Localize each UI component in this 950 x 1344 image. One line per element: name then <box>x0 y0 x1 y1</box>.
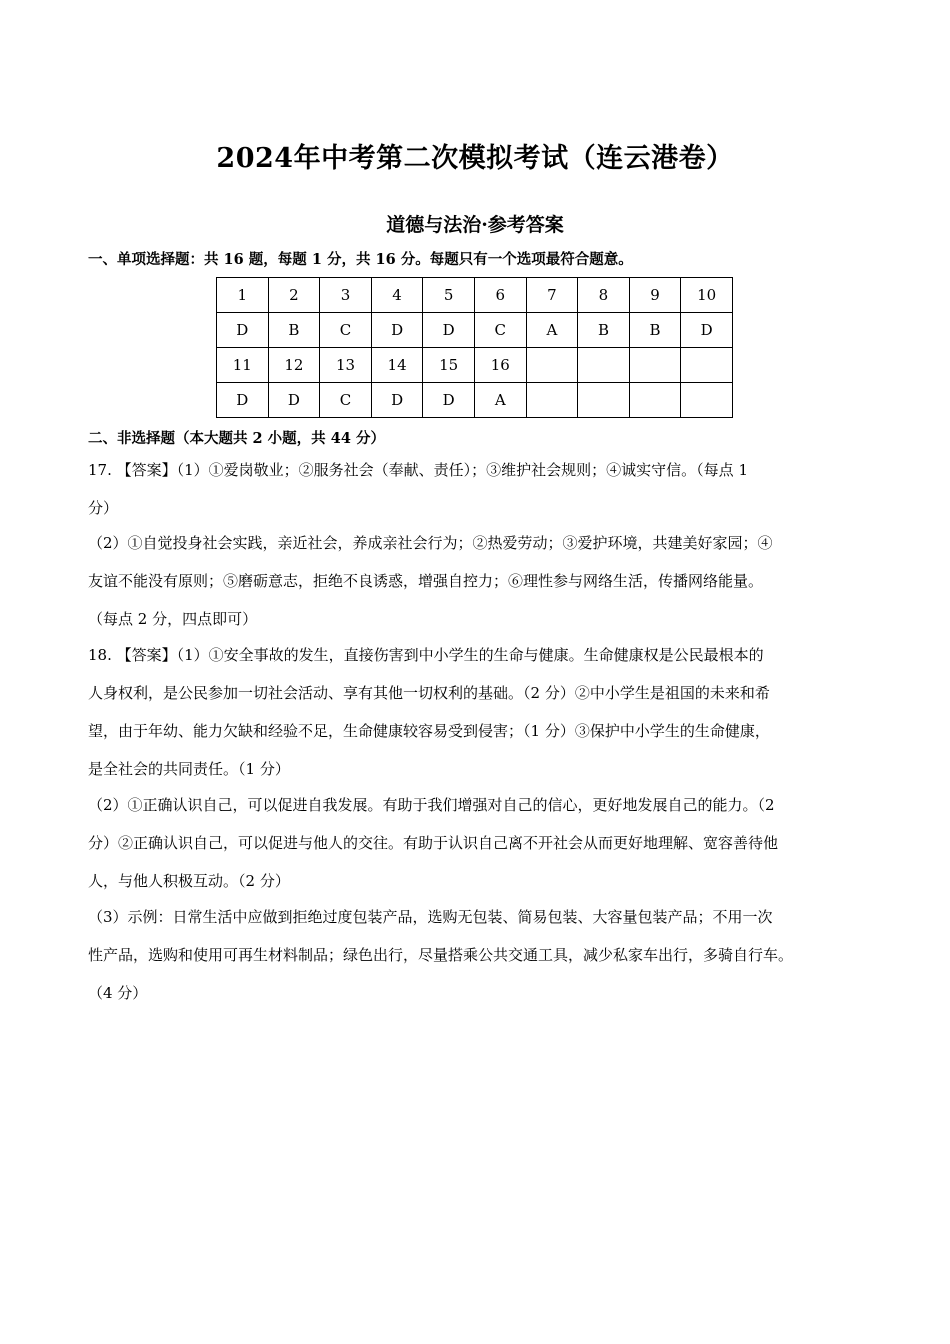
page-subtitle: 道德与法治·参考答案 <box>386 214 564 236</box>
answer-cell: B <box>629 313 681 348</box>
q18-part1-answer <box>88 636 878 788</box>
q18-part2-answer <box>88 786 878 900</box>
answer-cell: B <box>268 313 320 348</box>
question-number-cell: 11 <box>217 348 269 383</box>
text-line: 17. 【答案】（1）①爱岗敬业；②服务社会（奉献、责任）；③维护社会规则；④诚实守信。（每点 1 <box>88 461 748 479</box>
answer-cell: D <box>423 313 475 348</box>
question-number-cell: 2 <box>268 278 320 313</box>
question-number-cell: 3 <box>320 278 372 313</box>
text-line: 性产品，选购和使用可再生材料制品；绿色出行，尽量搭乘公共交通工具，减少私家车出行，多骑自行车。 <box>88 946 794 964</box>
answer-cell: D <box>217 383 269 418</box>
answer-cell: A <box>474 383 526 418</box>
text-line: （3）示例：日常生活中应做到拒绝过度包装产品，选购无包装、简易包装、大容量包装产品；不用一次 <box>88 908 773 926</box>
question-number-cell: 10 <box>681 278 733 313</box>
answer-cell <box>681 383 733 418</box>
question-number-cell <box>681 348 733 383</box>
text-line: （2）①正确认识自己，可以促进自我发展。有助于我们增强对自己的信心，更好地发展自己的能力。（2 <box>88 796 775 814</box>
question-number-row <box>217 348 733 383</box>
question-number-row <box>217 278 733 313</box>
question-number-cell: 1 <box>217 278 269 313</box>
answer-row <box>217 383 733 418</box>
answer-cell: D <box>423 383 475 418</box>
text-line: 18. 【答案】（1）①安全事故的发生，直接伤害到中小学生的生命与健康。生命健康权是公民最根本的 <box>88 646 764 664</box>
answer-cell <box>526 383 578 418</box>
q17-part1-answer <box>88 451 878 527</box>
answer-cell: B <box>578 313 630 348</box>
text-line: 人，与他人积极互动。（2 分） <box>88 872 290 890</box>
text-line: （4 分） <box>88 984 148 1002</box>
text-line: 是全社会的共同责任。（1 分） <box>88 760 290 778</box>
answer-cell: C <box>320 313 372 348</box>
question-number-cell: 15 <box>423 348 475 383</box>
question-number-cell: 8 <box>578 278 630 313</box>
answer-cell: D <box>217 313 269 348</box>
answer-cell: A <box>526 313 578 348</box>
answer-cell: C <box>474 313 526 348</box>
q18-part3-answer <box>88 898 878 1012</box>
answer-cell: D <box>268 383 320 418</box>
answer-cell: C <box>320 383 372 418</box>
question-number-cell: 5 <box>423 278 475 313</box>
question-number-cell: 13 <box>320 348 372 383</box>
page-title: 2024年中考第二次模拟考试（连云港卷） <box>216 143 734 174</box>
text-line: （2）①自觉投身社会实践，亲近社会，养成亲社会行为；②热爱劳动；③爱护环境，共建美好家园；④ <box>88 534 773 552</box>
question-number-cell: 7 <box>526 278 578 313</box>
answer-row <box>217 313 733 348</box>
text-line: 分）②正确认识自己，可以促进与他人的交往。有助于认识自己离不开社会从而更好地理解、宽容善待他 <box>88 834 779 852</box>
answer-cell: D <box>371 313 423 348</box>
question-number-cell <box>629 348 681 383</box>
answer-cell: D <box>371 383 423 418</box>
question-number-cell: 9 <box>629 278 681 313</box>
answer-table <box>216 277 733 418</box>
q17-part2-answer <box>88 524 878 638</box>
question-number-cell: 4 <box>371 278 423 313</box>
question-number-cell: 16 <box>474 348 526 383</box>
section-heading-non-choice: 二、非选择题（本大题共 2 小题，共 44 分） <box>88 430 385 447</box>
answer-cell: D <box>681 313 733 348</box>
answer-cell <box>578 383 630 418</box>
question-number-cell: 6 <box>474 278 526 313</box>
question-number-cell <box>526 348 578 383</box>
answer-cell <box>629 383 681 418</box>
question-number-cell <box>578 348 630 383</box>
text-line: 分） <box>88 499 119 517</box>
question-number-cell: 14 <box>371 348 423 383</box>
text-line: 友谊不能没有原则；⑤磨砺意志，拒绝不良诱惑，增强自控力；⑥理性参与网络生活，传播网络能量。 <box>88 572 764 590</box>
section-heading-multiple-choice: 一、单项选择题：共 16 题，每题 1 分，共 16 分。每题只有一个选项最符合题意。 <box>88 251 633 268</box>
text-line: （每点 2 分，四点即可） <box>88 610 258 628</box>
question-number-cell: 12 <box>268 348 320 383</box>
text-line: 人身权利，是公民参加一切社会活动、享有其他一切权利的基础。（2 分）②中小学生是祖国的未来和希 <box>88 684 770 702</box>
text-line: 望，由于年幼、能力欠缺和经验不足，生命健康较容易受到侵害；（1 分）③保护中小学生的生命健康， <box>88 722 770 740</box>
